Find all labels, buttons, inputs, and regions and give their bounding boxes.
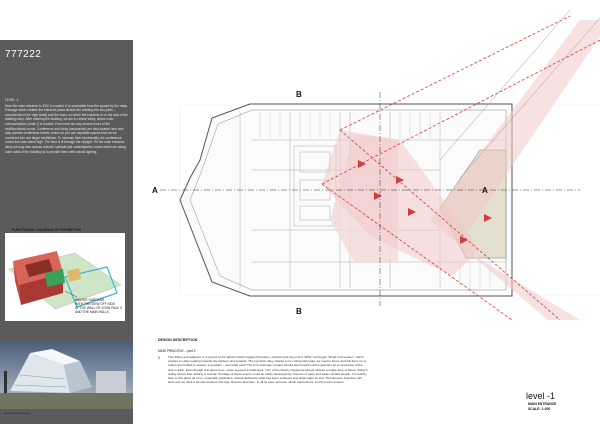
level-subtitle: MAIN ENTRANCE <box>528 402 557 406</box>
section-mark: A <box>152 186 158 195</box>
description-title: DESIGN DESCRIPTION <box>158 338 198 342</box>
diagram-callout-line: WITH THE VIEW OFF SIDE <box>75 302 115 306</box>
diagram-title: FUNCTIONAL DIAGRAM OF EXHIBITION <box>12 228 82 232</box>
description-number: 3 <box>158 356 160 360</box>
level-description-body: Here the main entrance to ESC is located. It is accessible from the square by the ramp. Passage which creates the entrance plaza divides the building into two parts – commercial on the right (east) and the main, on which the entrance is on the axis of the walking ramp. After entering the building, we are in central lobby, where main communication (shaft 1) is located. From here we may access floors of the multifunctional rooms. Conference and lobby (mezzanine) are also located here and may operate conference events, which do you can separate spaces that can be combined into one larger exhibitions. To increase their functionality, the conference rooms line was raised high. The floor is lit through the skylight. On the main entrance lobby we may also access relaxed, spiritual and contemplative rooms which are along outer walls of the building as to provide them with natural lighting. <box>5 103 128 154</box>
description-subtitle: MAIN PRINCIPLE – part 3 <box>158 349 196 353</box>
level-scale: SCALE: 1:200 <box>528 407 551 411</box>
functional-diagram <box>5 233 125 321</box>
section-mark: A <box>482 186 488 195</box>
level-description-heading: LEVEL -1 <box>5 98 19 102</box>
photo-caption: view from camera 3 <box>4 411 31 415</box>
description-body: This Place and adjacent is a symbol of 34 nations which regained freedom, should mark the end of "ESC" and begin "Road to Freedom", which creates an alley leading towards the harbour and seaside. The symbolic alley, thanks to its cutting will make our road to future and will force us to reflect and rethink to answer a question – and what now? The form that was created should ask himself such a question as a conclusion of the visit to ESC. Even though one alone here, some seemed a bottleneck. Turn of the history happened almost without a single drop of blood. Today's reality shows that nothing is eternal. Heritage of these events could be easily destroyed by violence of petty and weak-minded people. It is worthy then in this place all of us, especially politicians, should deliberate what has been achieved and what might be lost. This Road to Freedom still lasts and we think it should continue this way. Road to Freedom, in all its open process, which started here, but its end is unseen. <box>168 355 368 385</box>
building-render-photo <box>0 341 133 409</box>
diagram-callout-line: WINTER GARDENS <box>75 298 105 302</box>
floor-plan <box>140 0 600 320</box>
project-code: 777222 <box>5 49 42 60</box>
diagram-callout-line: AND THE MAIN HALLS <box>75 310 109 314</box>
diagram-callout-line: AT THE WALL OF JOHN PAUL II <box>75 306 122 310</box>
level-description <box>5 98 129 154</box>
level-label: level -1 <box>526 391 556 401</box>
section-mark: B <box>296 307 302 316</box>
section-mark: B <box>296 90 302 99</box>
